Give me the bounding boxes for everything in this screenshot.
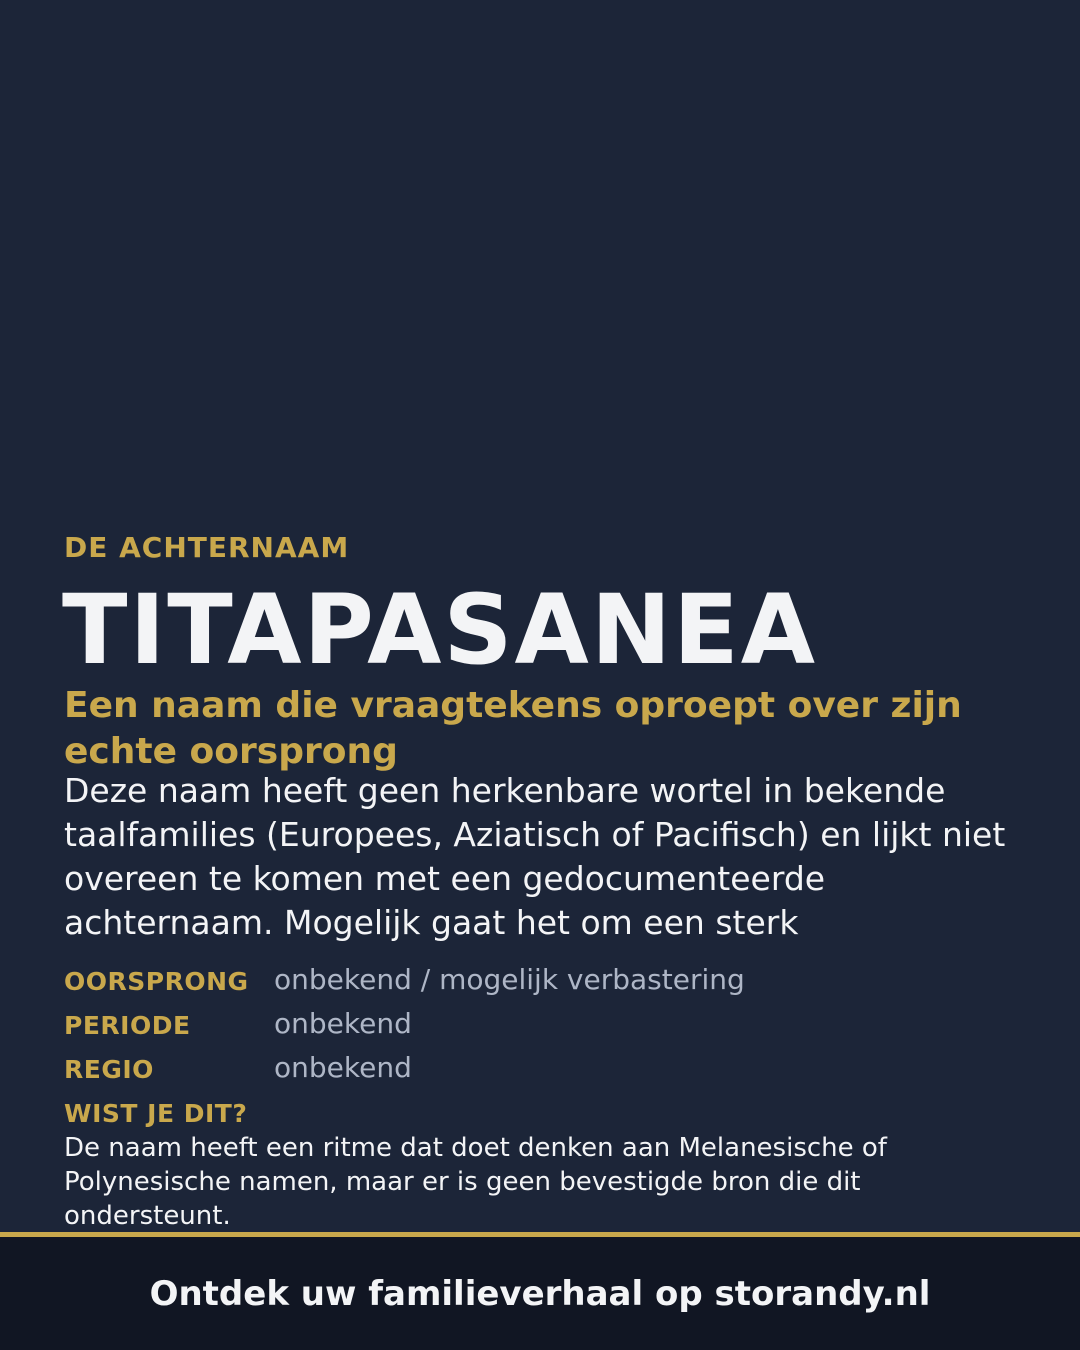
surname-description: Deze naam heeft geen herkenbare wortel in bekende taalfamilies (Europees, Aziatisch of Pacifisch) en lijkt niet overeen te komen met een gedocumenteerde achternaam. Mogelijk gaat het om een sterk: [64, 771, 1006, 942]
surname-title: TITAPASANEA: [62, 574, 818, 686]
fact-row-origin: [64, 963, 1024, 1007]
fact-value-period: onbekend: [274, 1007, 412, 1040]
fact-value-region: onbekend: [274, 1051, 412, 1084]
fact-row-period: [64, 1007, 1024, 1051]
fact-label-period: PERIODE: [64, 1011, 191, 1040]
fact-label-region: REGIO: [64, 1055, 154, 1084]
section-kicker: DE ACHTERNAAM: [64, 531, 350, 564]
fact-value-origin: onbekend / mogelijk verbastering: [274, 963, 745, 996]
surname-tagline: Een naam die vraagtekens oproept over zijn echte oorsprong: [64, 685, 962, 772]
footer-banner: [0, 1232, 1080, 1350]
fact-row-region: [64, 1051, 1024, 1095]
trivia-text: De naam heeft een ritme dat doet denken aan Melanesische of Polynesische namen, maar er is geen bevestigde bron die dit ondersteunt.: [64, 1133, 887, 1231]
footer-cta: Ontdek uw familieverhaal op storandy.nl: [149, 1274, 931, 1314]
trivia-label: WIST JE DIT?: [64, 1099, 248, 1128]
facts-list: [64, 963, 1024, 1095]
fact-label-origin: OORSPRONG: [64, 967, 249, 996]
